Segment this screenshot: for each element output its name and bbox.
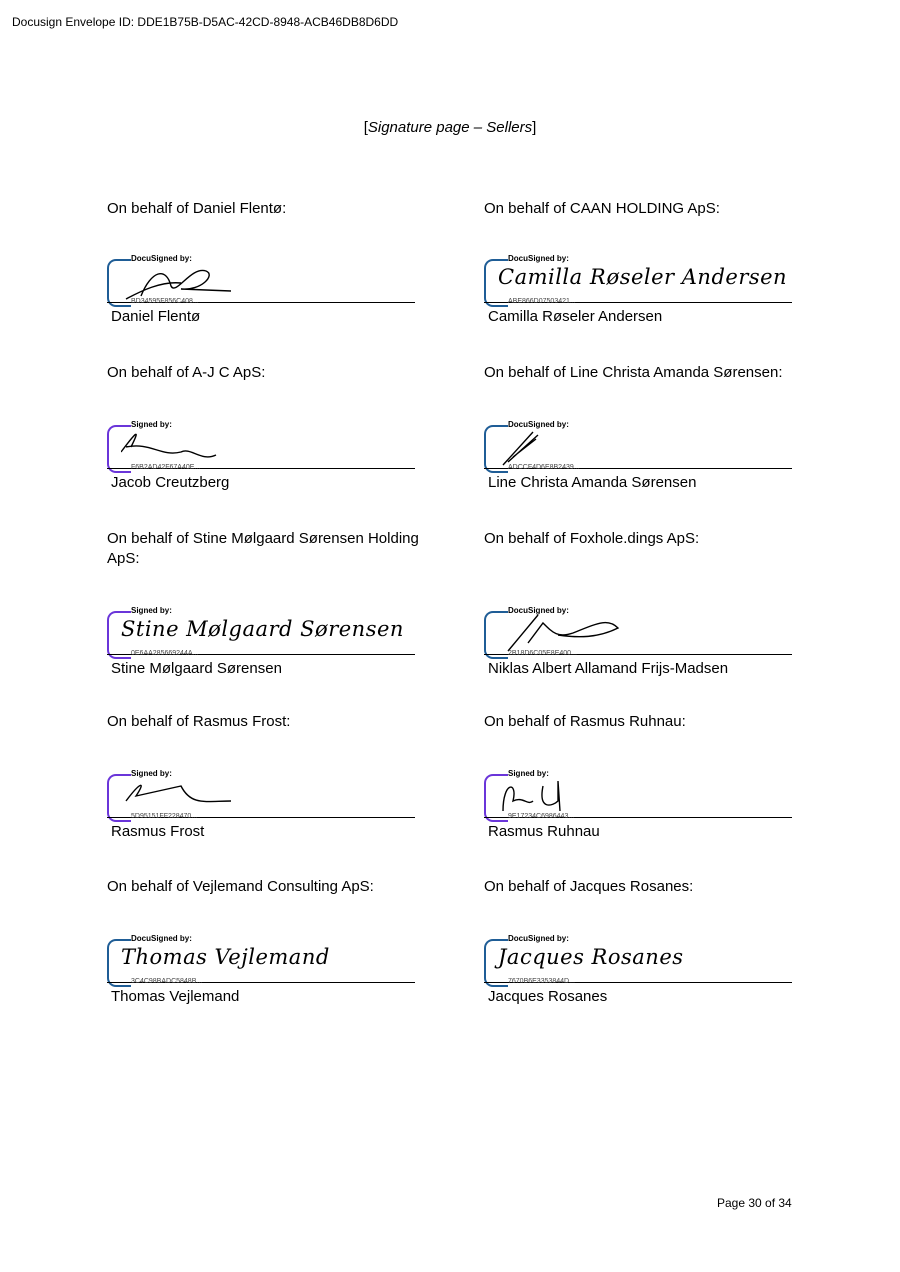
signature-id: ABE866D07503421...	[508, 298, 576, 305]
docusign-stamp	[484, 603, 792, 663]
on-behalf-of-label: On behalf of Line Christa Amanda Sørensen:	[484, 364, 783, 381]
on-behalf-of-label: On behalf of Daniel Flentø:	[107, 200, 287, 217]
signed-by-label: Signed by:	[508, 769, 549, 778]
handwritten-signature	[121, 427, 251, 469]
signature-block	[484, 712, 804, 872]
signature-block	[107, 199, 427, 359]
signed-by-label: Signed by:	[131, 420, 172, 429]
on-behalf-of-label: On behalf of Rasmus Ruhnau:	[484, 713, 686, 730]
signed-by-label: Signed by:	[131, 606, 172, 615]
signature-id: F6B2AD42F67A40E...	[131, 464, 201, 471]
docusign-stamp	[484, 251, 792, 311]
stamp-bracket-top	[494, 939, 506, 941]
envelope-id: Docusign Envelope ID: DDE1B75B-D5AC-42CD-8948-ACB46DB8D6DD	[12, 15, 399, 29]
signer-name: Stine Mølgaard Sørensen	[111, 660, 282, 677]
stamp-bracket-top	[117, 939, 129, 941]
signature-id: 5D95151FF228470...	[131, 813, 198, 820]
signature-id: 9E17234C6986443...	[508, 813, 575, 820]
signature-id: 0E6AA285669244A...	[131, 650, 199, 657]
bracket-close: ]	[532, 119, 537, 136]
signature-block	[107, 529, 427, 689]
signed-by-label: DocuSigned by:	[131, 254, 192, 263]
bracket-open: [	[363, 119, 368, 136]
signer-name: Rasmus Ruhnau	[488, 823, 600, 840]
signer-name: Line Christa Amanda Sørensen	[488, 474, 697, 491]
signature-id: 3C4C98BADC5848B...	[131, 978, 203, 985]
signed-by-label: DocuSigned by:	[508, 420, 569, 429]
signer-name: Rasmus Frost	[111, 823, 205, 840]
signature-id: BD34595F856C408...	[131, 298, 199, 305]
docusign-stamp	[107, 251, 415, 311]
signed-by-label: DocuSigned by:	[508, 606, 569, 615]
stamp-bracket-top	[494, 259, 506, 261]
handwritten-signature: Jacques Rosanes	[498, 945, 684, 969]
docusign-stamp	[107, 417, 415, 477]
title-text: Signature page – Sellers	[367, 119, 533, 136]
signed-by-label: DocuSigned by:	[131, 934, 192, 943]
signature-block	[107, 877, 427, 1037]
signer-name: Thomas Vejlemand	[111, 988, 240, 1005]
signature-id: 7670B6E3353844D...	[508, 978, 575, 985]
signed-by-label: DocuSigned by:	[508, 254, 569, 263]
signature-block	[107, 363, 427, 523]
signer-name: Jacob Creutzberg	[111, 474, 230, 491]
handwritten-signature: Thomas Vejlemand	[121, 945, 330, 969]
signature-block	[484, 199, 804, 359]
handwritten-signature	[498, 613, 628, 655]
signature-block	[484, 529, 804, 689]
docusign-stamp	[484, 417, 792, 477]
docusign-stamp	[107, 931, 415, 991]
signer-name: Jacques Rosanes	[488, 988, 608, 1005]
signature-block	[107, 712, 427, 872]
on-behalf-of-label: On behalf of Vejlemand Consulting ApS:	[107, 878, 374, 895]
signer-name: Niklas Albert Allamand Frijs-Madsen	[488, 660, 729, 677]
signed-by-label: Signed by:	[131, 769, 172, 778]
docusign-stamp	[107, 603, 415, 663]
handwritten-signature	[498, 427, 628, 469]
handwritten-signature	[498, 776, 628, 818]
signer-name: Daniel Flentø	[111, 308, 201, 325]
signature-block	[484, 877, 804, 1037]
docusign-stamp	[484, 766, 792, 826]
on-behalf-of-label: On behalf of Foxhole.dings ApS:	[484, 530, 700, 547]
handwritten-signature: Camilla Røseler Andersen	[498, 265, 788, 289]
docusign-stamp	[484, 931, 792, 991]
signed-by-label: DocuSigned by:	[508, 934, 569, 943]
page-title	[0, 119, 900, 136]
on-behalf-of-label: On behalf of A-J C ApS:	[107, 364, 266, 381]
stamp-bracket-top	[117, 611, 129, 613]
page-number: Page 30 of 34	[717, 1196, 792, 1210]
on-behalf-of-label: On behalf of Rasmus Frost:	[107, 713, 291, 730]
docusign-stamp	[107, 766, 415, 826]
signer-name: Camilla Røseler Andersen	[488, 308, 663, 325]
handwritten-signature	[121, 261, 251, 303]
signature-id: 2B18D6C05E8E400...	[508, 650, 577, 657]
on-behalf-of-label: On behalf of Jacques Rosanes:	[484, 878, 694, 895]
signature-block	[484, 363, 804, 523]
on-behalf-of-label: On behalf of CAAN HOLDING ApS:	[484, 200, 720, 217]
on-behalf-of-label: On behalf of Stine Mølgaard Sørensen Holding ApS:	[107, 530, 419, 567]
handwritten-signature	[121, 776, 251, 818]
handwritten-signature: Stine Mølgaard Sørensen	[121, 617, 404, 641]
signature-id: ADCCF4D6E8B2439...	[508, 464, 580, 471]
